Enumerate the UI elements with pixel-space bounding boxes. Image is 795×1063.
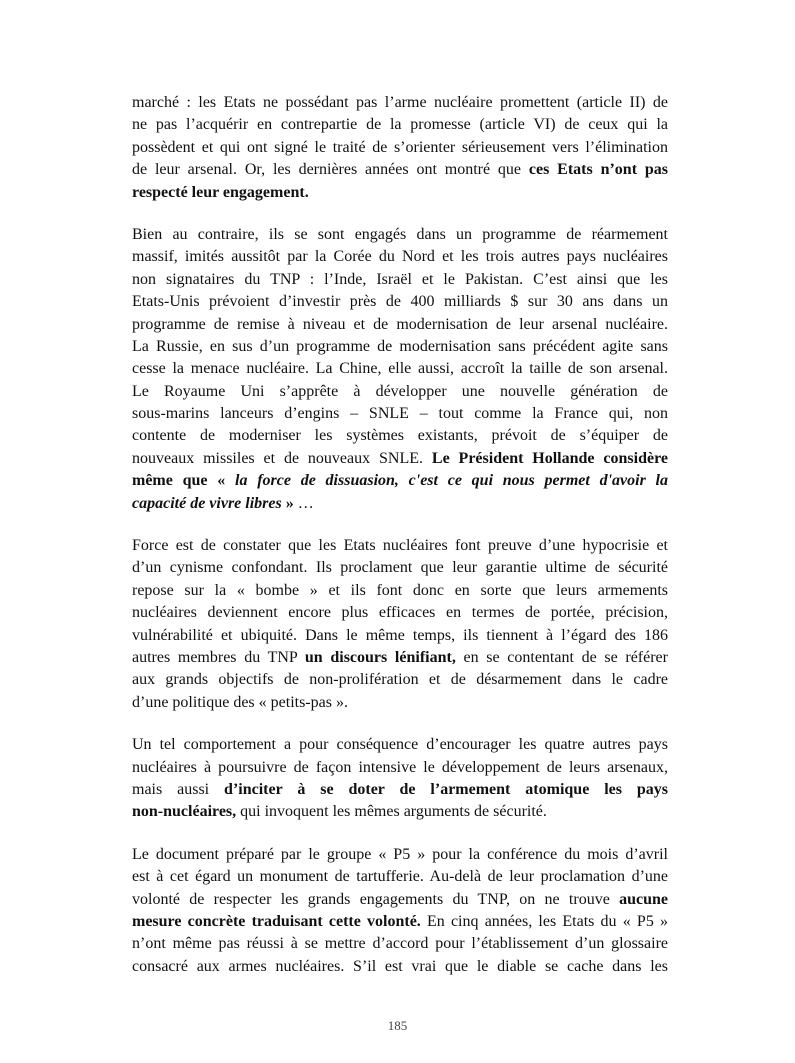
text-line (132, 801, 668, 823)
text-segment: nucléaires deviennent encore plus efficaces en termes de portée, précision, (132, 604, 668, 622)
text-line (132, 291, 668, 313)
text-segment: … (293, 494, 314, 512)
paragraph (132, 224, 668, 515)
emphasized-text: capacité de vivre libres (132, 494, 282, 512)
text-line (132, 889, 668, 911)
text-line (132, 314, 668, 336)
text-segment: volonté de respecter les grands engagements du TNP, on ne trouve (132, 890, 620, 908)
text-segment: consacré aux armes nucléaires. S’il est vrai que le diable se cache dans les (132, 957, 668, 975)
text-line (132, 182, 668, 204)
emphasized-text: non-nucléaires, (132, 803, 237, 821)
text-line (132, 224, 668, 246)
text-line (132, 933, 668, 955)
text-segment: Le document préparé par le groupe « P5 » pour la conférence du mois d’avril (132, 845, 668, 863)
text-line (132, 92, 668, 114)
text-line (132, 381, 668, 403)
emphasized-text: d’inciter à se doter de l’armement atomique les pays (224, 780, 669, 798)
text-segment: repose sur la « bombe » et ils font donc en sorte que leurs armements (132, 581, 668, 599)
text-line (132, 358, 668, 380)
text-line (132, 246, 668, 268)
emphasized-text: » (281, 494, 294, 512)
emphasized-text: Le Président Hollande considère (431, 449, 668, 467)
text-segment: d’une politique des « petits-pas ». (132, 693, 348, 711)
emphasized-text: la force de dissuasion, c'est ce qui nous permet d'avoir la (235, 472, 668, 490)
document-body (132, 92, 668, 998)
emphasized-text: respecté leur engagement. (132, 183, 309, 201)
text-line (132, 114, 668, 136)
text-line (132, 757, 668, 779)
text-segment: sous-marins lanceurs d’engins – SNLE – tout comme la France qui, non (132, 405, 668, 423)
text-segment: autres membres du TNP (132, 648, 305, 666)
text-segment: Le Royaume Uni s’apprête à développer une nouvelle génération de (132, 382, 668, 400)
text-segment: de leur arsenal. Or, les dernières années ont montré que (132, 161, 529, 179)
paragraph (132, 844, 668, 978)
text-line (132, 669, 668, 691)
text-line (132, 625, 668, 647)
paragraph (132, 734, 668, 824)
text-segment: Force est de constater que les Etats nucléaires font preuve d’une hypocrisie et (132, 537, 668, 555)
text-segment: nucléaires à poursuivre de façon intensive le développement de leurs arsenaux, (132, 758, 668, 776)
text-segment: programme de remise à niveau et de modernisation de leur arsenal nucléaire. (132, 315, 668, 333)
text-line (132, 425, 668, 447)
page-number: 185 (387, 1018, 408, 1033)
text-segment: marché : les Etats ne possédant pas l’arme nucléaire promettent (article II) de (132, 94, 668, 111)
emphasized-text: mesure concrète traduisant cette volonté. (132, 912, 421, 930)
text-line (132, 159, 668, 181)
emphasized-text: même que « (132, 472, 235, 490)
text-line (132, 844, 668, 866)
text-line (132, 535, 668, 557)
text-segment: est à cet égard un monument de tartufferie. Au-delà de leur proclamation d’une (132, 868, 668, 886)
text-line (132, 269, 668, 291)
text-line (132, 448, 668, 470)
text-line (132, 493, 668, 515)
text-segment: vulnérabilité et ubiquité. Dans le même temps, ils tiennent à l’égard des 186 (132, 626, 668, 644)
text-segment: possèdent et qui ont signé le traité de s’orienter sérieusement vers l’élimination (132, 138, 668, 156)
text-line (132, 734, 668, 756)
text-line (132, 692, 668, 714)
text-line (132, 779, 668, 801)
text-segment: aux grands objectifs de non-prolifération et de désarmement dans le cadre (132, 671, 668, 689)
text-line (132, 911, 668, 933)
text-segment: cesse la menace nucléaire. La Chine, elle aussi, accroît la taille de son arsenal. (132, 360, 668, 378)
text-segment: contente de moderniser les systèmes existants, prévoit de s’équiper de (132, 427, 668, 445)
text-line (132, 403, 668, 425)
text-line (132, 602, 668, 624)
text-segment: d’un cynisme confondant. Ils proclament que leur garantie ultime de sécurité (132, 559, 668, 577)
text-segment: mais aussi (132, 780, 225, 798)
paragraph (132, 535, 668, 714)
text-line (132, 580, 668, 602)
emphasized-text: ces Etats n’ont pas (528, 161, 669, 179)
text-segment: Etats-Unis prévoient d’investir près de 400 milliards $ sur 30 ans dans un (132, 293, 668, 311)
text-segment: massif, imités aussitôt par la Corée du Nord et les trois autres pays nucléaires (132, 248, 668, 266)
text-segment: Bien au contraire, ils se sont engagés dans un programme de réarmement (132, 225, 668, 243)
text-segment: Un tel comportement a pour conséquence d’encourager les quatre autres pays (132, 736, 668, 754)
text-segment: qui invoquent les mêmes arguments de sécurité. (236, 803, 547, 821)
text-segment: ne pas l’acquérir en contrepartie de la promesse (article VI) de ceux qui la (132, 116, 668, 134)
text-line (132, 137, 668, 159)
text-segment: en se contentant de se référer (455, 648, 668, 666)
text-segment: La Russie, en sus d’un programme de modernisation sans précédent agite sans (132, 337, 668, 355)
emphasized-text: aucune (619, 890, 668, 908)
text-segment: nouveaux missiles et de nouveaux SNLE. (132, 449, 432, 467)
text-segment: non signataires du TNP : l’Inde, Israël et le Pakistan. C’est ainsi que les (132, 270, 668, 288)
text-line (132, 336, 668, 358)
emphasized-text: un discours lénifiant, (304, 648, 456, 666)
text-segment: n’ont même pas réussi à se mettre d’accord pour l’établissement d’un glossaire (132, 935, 668, 953)
paragraph (132, 92, 668, 204)
text-line (132, 956, 668, 978)
text-line (132, 866, 668, 888)
text-line (132, 647, 668, 669)
text-line (132, 557, 668, 579)
text-segment: En cinq années, les Etats du « P5 » (420, 912, 669, 930)
text-line (132, 470, 668, 492)
